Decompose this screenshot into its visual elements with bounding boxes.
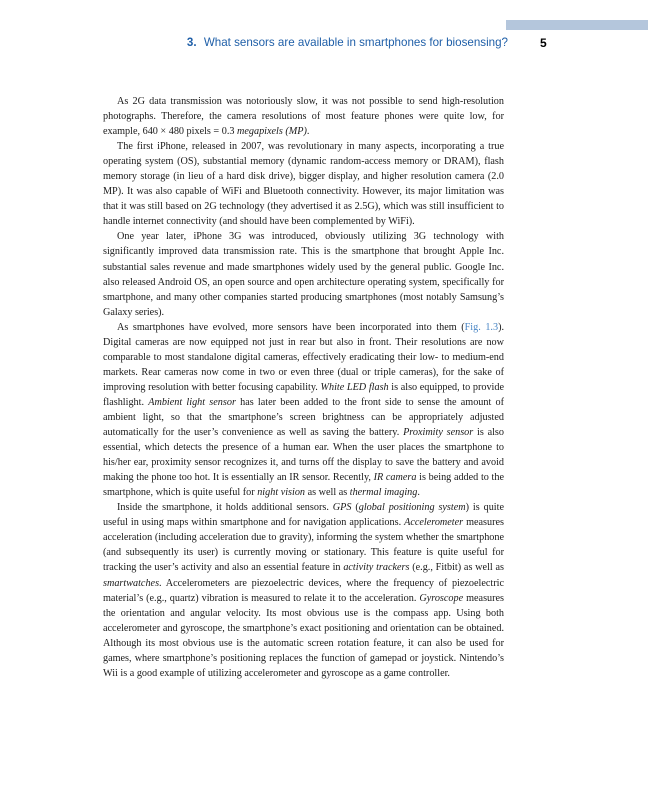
text-run: measures acceleration (including acceleration due to gravity), informing the system whether the smartphone (and subsequently its user) is currently moving or stationary. This feature is quite useful for tracking the user’s activity and also an essential feature in (103, 517, 504, 574)
text-run: . (306, 126, 310, 138)
text-run: Inside the smartphone, it holds additional sensors. (117, 502, 333, 514)
emphasized-term: thermal imaging (349, 487, 418, 499)
text-run: is also equipped, to provide flashlight. (103, 381, 505, 408)
paragraph (103, 229, 504, 319)
emphasized-term: smartwatches (103, 577, 160, 589)
text-run: ) is quite useful in using maps within smartphone and for navigation applications. (103, 502, 504, 529)
text-run: As 2G data transmission was notoriously slow, it was not possible to send high-resolution photographs. Therefore, the camera resolutions of most feature phones were quite low, for example, 640 × 480 pixels = 0.3 (103, 96, 504, 138)
text-run: has later been added to the front side to sense the amount of ambient light, so that the smartphone’s screen brightness can be appropriately adjusted automatically for the user’s convenience as well as saving the battery. (103, 396, 505, 439)
figure-reference-link[interactable]: Fig. 1.3 (464, 321, 499, 333)
emphasized-term: Accelerometer (404, 517, 464, 529)
body-text (103, 94, 504, 681)
text-run: measures the orientation and angular velocity. Its most obvious use is the compass app. Using both accelerometer and gyroscope, the smartphone’s exact positioning and orientation can be obtained. Although its most obvious use is the automatic screen rotation feature, it can also be used for games, where smartphone’s positioning replaces the function of gamepad or joystick. Nintendo’s Wii is a good example of utilizing accelerometer and gyroscope as a game controller. (103, 592, 505, 679)
chapter-number: 3. (186, 36, 197, 49)
emphasized-term: IR camera (373, 472, 417, 484)
running-header (0, 36, 508, 49)
paragraph (103, 320, 504, 501)
text-run: is being added to the smartphone, which is quite useful for (103, 472, 505, 499)
section-title: What sensors are available in smartphones for biosensing? (203, 36, 508, 49)
paragraph (103, 94, 504, 139)
emphasized-term: White LED flash (320, 381, 389, 393)
text-run: . (417, 487, 420, 499)
emphasized-term: activity trackers (343, 562, 410, 574)
text-run: ). Digital cameras are now equipped not just in rear but also in front. Their resolutions are now comparable to most standalone digital cameras, effectively eradicating their low- to medium-end markets. Rear cameras now come in two or even three (dual or triple cameras), for the sake of improving resolution with better focusing capability. (103, 321, 505, 393)
emphasized-term: GPS (332, 502, 352, 514)
paragraph (103, 500, 504, 681)
text-run: is also essential, which detects the presence of a human ear. When the user places the smartphone to his/her ear, proximity sensor recognizes it, and turns off the display to save the battery and avoid making the phone too hot. It is essentially an IR sensor. Recently, (103, 427, 504, 484)
emphasized-term: megapixels (MP) (237, 126, 307, 138)
text-run: as well as (305, 487, 350, 499)
emphasized-term: global positioning system (358, 502, 466, 514)
emphasized-term: Ambient light sensor (148, 396, 236, 408)
paragraph (103, 139, 504, 229)
page-number: 5 (540, 36, 547, 50)
text-run: The first iPhone, released in 2007, was revolutionary in many aspects, incorporating a true operating system (OS), substantial memory (dynamic random-access memory or DRAM), flash memory storage (in lieu of a hard disk drive), bigger display, and higher resolution camera (2.0 MP). It was also capable of WiFi and Bluetooth connectivity. However, its major limitation was that it was still based on 2G technology (they advertised it as 2.5G), which was still insufficient to handle internet connectivity (and should have been complemented by WiFi). (103, 141, 504, 228)
text-run: One year later, iPhone 3G was introduced, obviously utilizing 3G technology with significantly improved data transmission rate. This is the smartphone that brought Apple Inc. substantial sales revenue and made smartphones widely used by the general public. Google Inc. also released Android OS, an open source and open architecture operating system, specifically for smartphone, and many other companies started producing smartphones (most notably Samsung’s Galaxy series). (103, 231, 504, 318)
text-run: . Accelerometers are piezoelectric devices, where the frequency of piezoelectric material’s (e.g., quartz) vibration is measured to relate it to the acceleration. (103, 577, 504, 604)
text-run: As smartphones have evolved, more sensors have been incorporated into them ( (117, 321, 465, 333)
emphasized-term: Gyroscope (419, 592, 464, 604)
emphasized-term: Proximity sensor (403, 427, 474, 439)
emphasized-term: night vision (257, 487, 306, 499)
text-run: (e.g., Fitbit) as well as (409, 562, 504, 574)
header-accent-bar (506, 20, 648, 30)
text-run: ( (351, 502, 359, 514)
